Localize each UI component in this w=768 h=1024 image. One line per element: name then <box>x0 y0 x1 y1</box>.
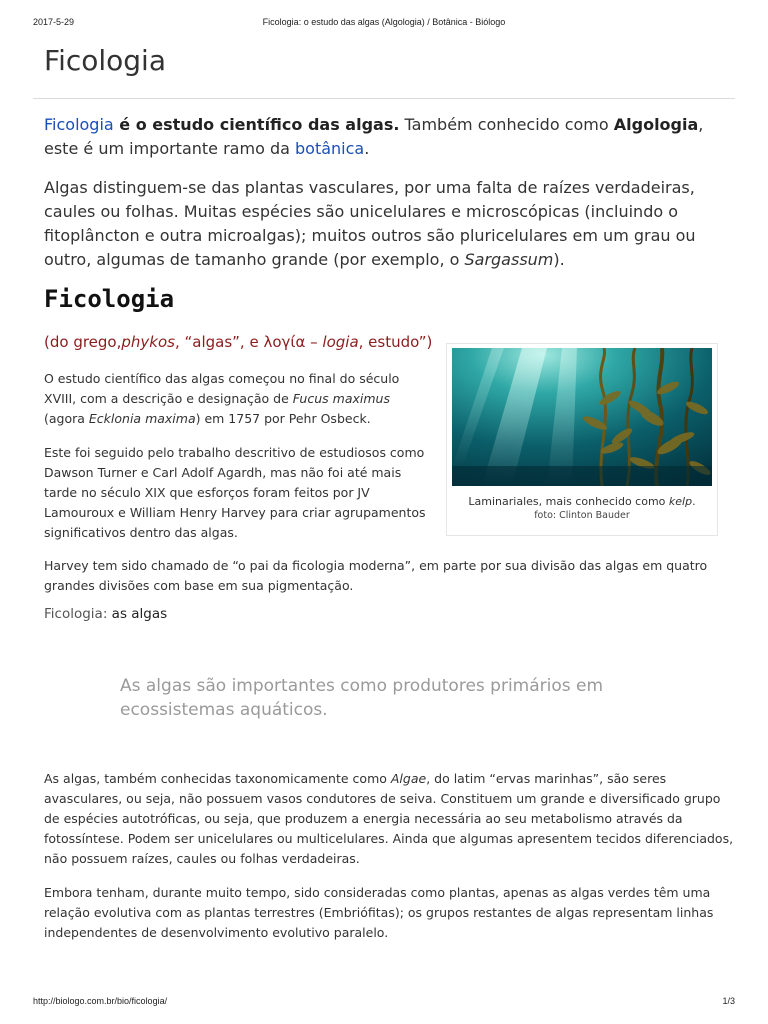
print-date: 2017-5-29 <box>33 17 75 27</box>
algae-description-paragraph <box>44 176 734 272</box>
etym-logia: logia <box>322 333 359 351</box>
figure-caption <box>447 495 717 508</box>
intro-paragraph <box>44 113 734 161</box>
intro-bold: é o estudo científico das algas. <box>113 115 400 134</box>
etym-a: (do grego, <box>44 333 122 351</box>
history-paragraph <box>44 369 429 429</box>
ecklonia-term: Ecklonia maxima <box>88 411 196 426</box>
p3-a: O estudo científico das algas começou no final do século XVIII, com a descrição e designação de <box>44 371 400 406</box>
topic-line <box>44 606 167 622</box>
etym-e: , estudo”) <box>358 333 433 351</box>
pull-quote: As algas são importantes como produtores primários em ecossistemas aquáticos. <box>120 676 604 720</box>
p3-e: ) em 1757 por Pehr Osbeck. <box>195 411 371 426</box>
print-page-title: Ficologia: o estudo das algas (Algologia) / Botânica - Biólogo <box>262 17 506 27</box>
etym-phykos: phykos <box>121 333 175 351</box>
kelp-forest-image <box>452 348 712 486</box>
p3-c: (agora <box>44 411 89 426</box>
kelp-photo <box>452 348 712 486</box>
fucus-term: Fucus maximus <box>292 391 390 406</box>
etym-c: , “algas”, e λογία – <box>174 333 323 351</box>
caption-a: Laminariales, mais conhecido como <box>468 495 669 508</box>
ficologia-link[interactable]: Ficologia <box>44 115 114 134</box>
page-title: Ficologia <box>44 44 166 77</box>
p6-a: As algas, também conhecidas taxonomicamente como <box>44 771 391 786</box>
title-divider <box>33 98 735 99</box>
botanica-link[interactable]: botânica <box>295 139 365 158</box>
p2-end: ). <box>553 250 565 269</box>
caption-kelp: kelp <box>668 495 693 508</box>
kelp-figure <box>446 343 718 536</box>
harvey-paragraph: Harvey tem sido chamado de “o pai da ficologia moderna”, em parte por sua divisão das algas em quatro grandes divisões com base em sua pigmentação. <box>44 558 708 593</box>
print-page-number: 1/3 <box>722 996 735 1006</box>
algae-latin-term: Algae <box>390 771 427 786</box>
p2-text: Algas distinguem-se das plantas vasculares, por uma falta de raízes verdadeiras, caules ou folhas. Muitas espécies são unicelulares e microscópicas (incluindo o fitoplâncton e outra microalgas); muitos outros são pluricelulares em um grau ou outro, algumas de tamanho grande (por exemplo, o <box>44 178 696 269</box>
section-heading: Ficologia <box>44 285 175 313</box>
caption-c: . <box>692 495 696 508</box>
algae-taxonomy-paragraph <box>44 769 734 869</box>
intro-end: . <box>364 139 370 158</box>
evolution-paragraph: Embora tenham, durante muito tempo, sido consideradas como plantas, apenas as algas verdes têm uma relação evolutiva com as plantas terrestres (Embriófitas); os grupos restantes de algas representam linhas independentes de desenvolvimento evolutivo paralelo. <box>44 885 714 940</box>
topic-label: Ficologia: <box>44 606 108 622</box>
photo-credit: foto: Clinton Bauder <box>534 510 630 521</box>
scholars-paragraph: Este foi seguido pelo trabalho descritivo de estudiosos como Dawson Turner e Carl Adolf Agardh, mas não foi até mais tarde no século XIX que esforços foram feitos por JV Lamouroux e William Henry Harvey para criar agrupamentos significativos dentro das algas. <box>44 445 426 540</box>
sargassum-term: Sargassum <box>464 250 554 269</box>
topic-link[interactable]: as algas <box>107 606 168 622</box>
etymology-line <box>44 333 432 351</box>
print-url[interactable]: http://biologo.com.br/bio/ficologia/ <box>33 996 168 1006</box>
p6-c: , do latim “ervas marinhas”, são seres avasculares, ou seja, não possuem vasos condutores de seiva. Constituem um grande e diversificado grupo de espécies autotróficas, ou seja, que produzem a energia necessária ao seu metabolismo através da fotossíntese. Podem ser unicelulares ou multicelulares. Ainda que algumas apresentem tecidos diferenciados, não possuem raízes, caules ou folhas verdadeiras. <box>44 771 734 866</box>
algologia-term: Algologia <box>613 115 699 134</box>
intro-text-2: , este é um importante ramo da <box>44 115 704 158</box>
intro-text: Também conhecido como <box>399 115 614 134</box>
